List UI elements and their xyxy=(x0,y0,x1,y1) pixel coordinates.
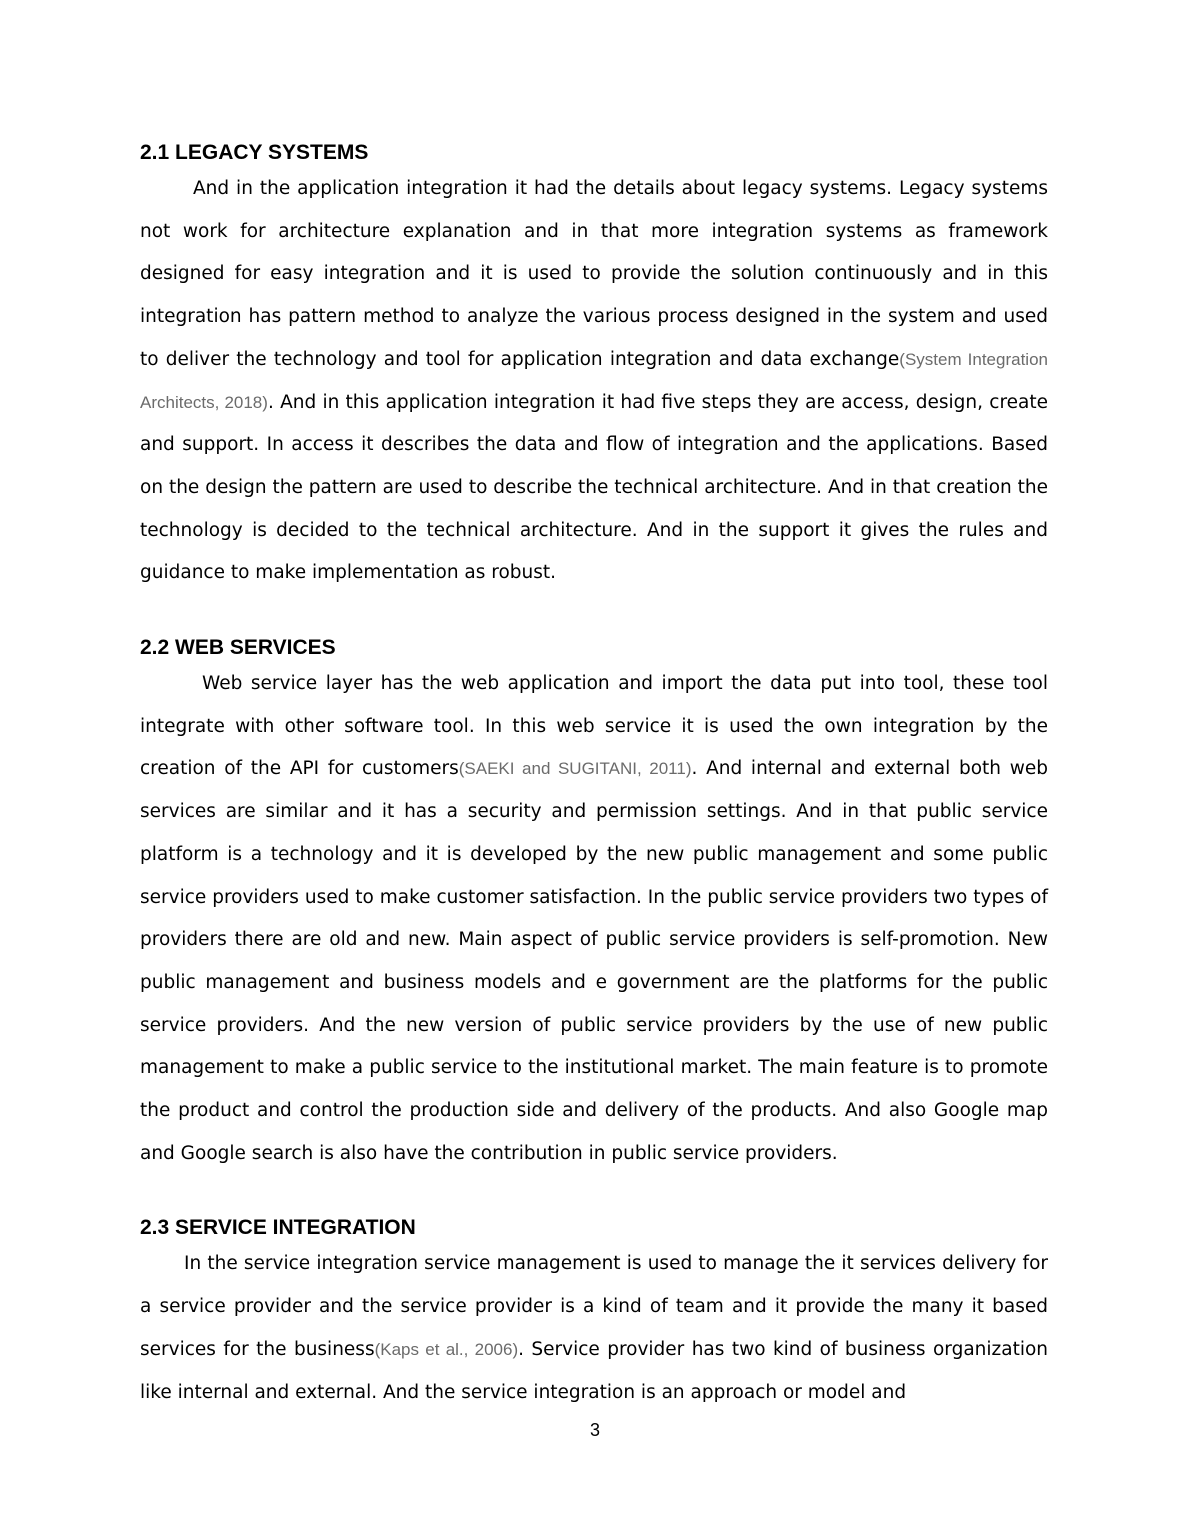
body-text: . Service provider has two kind of business organization like internal and external. And the service integration is an approach or model and xyxy=(140,1338,1049,1403)
body-text: And in the application integration it had the details about legacy systems. Legacy systems not work for architecture explanation and in that more integration systems as framework designed for easy integration and it is used to provide the solution continuously and in this integration has pattern method to analyze the various process designed in the system and used to deliver the technology and tool for application integration and data exchange xyxy=(140,178,1048,370)
section-body-service-integration xyxy=(140,1243,1048,1414)
body-text: In the service integration service management is used to manage the it services delivery for a service provider and the service provider is a kind of team and it provide the many it based services for the business xyxy=(140,1253,1048,1360)
section-body-legacy-systems xyxy=(140,168,1048,595)
section-body-web-services xyxy=(140,663,1048,1175)
section-heading-web-services: 2.2 WEB SERVICES xyxy=(140,636,336,660)
section-heading-legacy-systems: 2.1 LEGACY SYSTEMS xyxy=(140,141,369,164)
citation: (SAEKI and SUGITANI, 2011) xyxy=(458,759,692,779)
page-number: 3 xyxy=(589,1420,600,1440)
body-text: Web service layer has the web application and import the data put into tool, these tool integrate with other software tool. In this web service it is used the own integration by the creation of the API for customers xyxy=(140,673,1048,780)
body-text: . And internal and external both web services are similar and it has a security and permission settings. And in that public service platform is a technology and it is developed by the new public management and some public service providers used to make customer satisfaction. In the public service providers two types of providers there are old and new. Main aspect of public service providers is self-promotion. New public management and business models and e government are the platforms for the public service providers. And the new version of public service providers by the use of new public management to make a public service to the institutional market. The main feature is to promote the product and control the production side and delivery of the products. And also Google map and Google search is also have the contribution in public service providers. xyxy=(140,758,1048,1164)
document-page xyxy=(140,138,1048,1414)
citation: (Kaps et al., 2006) xyxy=(374,1339,519,1359)
citation: (System Integration Architects, 2018) xyxy=(140,349,1048,412)
section-heading-service-integration: 2.3 SERVICE INTEGRATION xyxy=(140,1216,416,1240)
body-text: . And in this application integration it had five steps they are access, design, create and support. In access it describes the data and flow of integration and the applications. Based on the design the pattern are used to describe the technical architecture. And in that creation the technology is decided to the technical architecture. And in the support it gives the rules and guidance to make implementation as robust. xyxy=(140,391,1049,584)
